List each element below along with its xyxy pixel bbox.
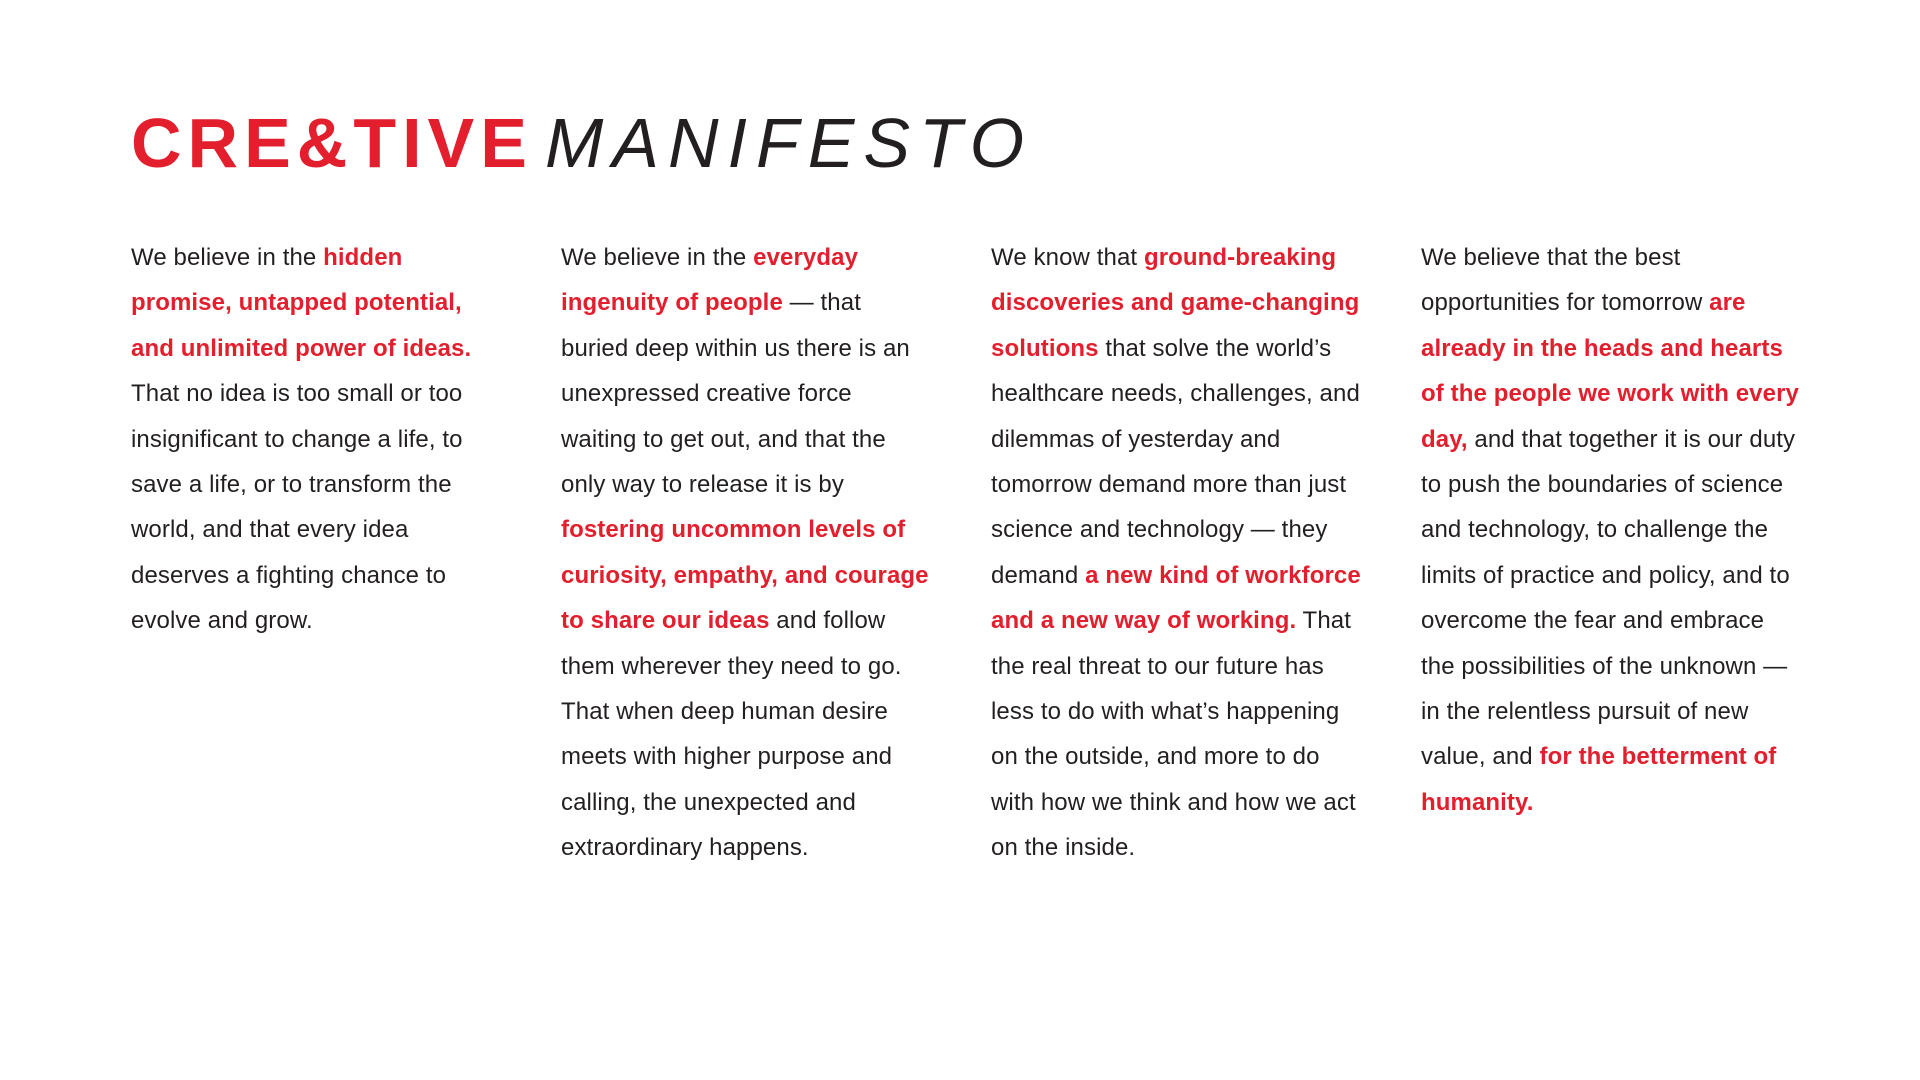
page-title — [131, 103, 1033, 183]
column-4-text: We believe that the best opportunities for tomorrow — [1421, 244, 1710, 317]
column-4-highlight: for the betterment of humanity. — [1421, 743, 1777, 816]
column-1-text: That no idea is too small or too insignificant to change a life, to save a life, or to transform the world, and that every idea deserves a fighting chance to evolve and grow. — [131, 380, 463, 635]
column-2-text: — that buried deep within us there is an unexpressed creative force waiting to get out, and that the only way to release it is by — [561, 289, 910, 499]
column-4-highlight: are already in the heads and hearts of the people we work with every day, — [1421, 289, 1799, 453]
manifesto-column-3 — [991, 235, 1366, 871]
column-1-text: We believe in the — [131, 244, 324, 271]
manifesto-column-2 — [561, 235, 931, 871]
column-3-text: We know that — [991, 244, 1144, 271]
title-creative: CRE&TIVE — [131, 104, 533, 182]
column-3-text: that solve the world’s healthcare needs, challenges, and dilemmas of yesterday and tomorrow demand more than just science and technology — they demand — [991, 334, 1360, 589]
column-2-highlight: everyday ingenuity of people — [561, 244, 859, 317]
column-2-text: We believe in the — [561, 244, 754, 271]
column-1-highlight: hidden promise, untapped potential, and unlimited power of ideas. — [131, 244, 472, 362]
column-3-highlight: a new kind of workforce and a new way of working. — [991, 561, 1361, 635]
column-2-text: and follow them wherever they need to go. That when deep human desire meets with higher purpose and calling, the unexpected and extraordinary happens. — [561, 607, 902, 862]
column-3-highlight: ground-breaking discoveries and game-changing solutions — [991, 244, 1360, 362]
title-manifesto: MANIFESTO — [544, 104, 1034, 182]
column-4-text: and that together it is our duty to push the boundaries of science and technology, to challenge the limits of practice and policy, and to overcome the fear and embrace the possibilities of the unknown — in the relentless pursuit of new value, and — [1421, 425, 1796, 771]
manifesto-column-4 — [1421, 235, 1801, 825]
manifesto-column-1 — [131, 235, 476, 644]
column-3-text: That the real threat to our future has less to do with what’s happening on the outside, and more to do with how we think and how we act on the inside. — [991, 607, 1356, 862]
column-2-highlight: fostering uncommon levels of curiosity, empathy, and courage to share our ideas — [561, 516, 929, 635]
